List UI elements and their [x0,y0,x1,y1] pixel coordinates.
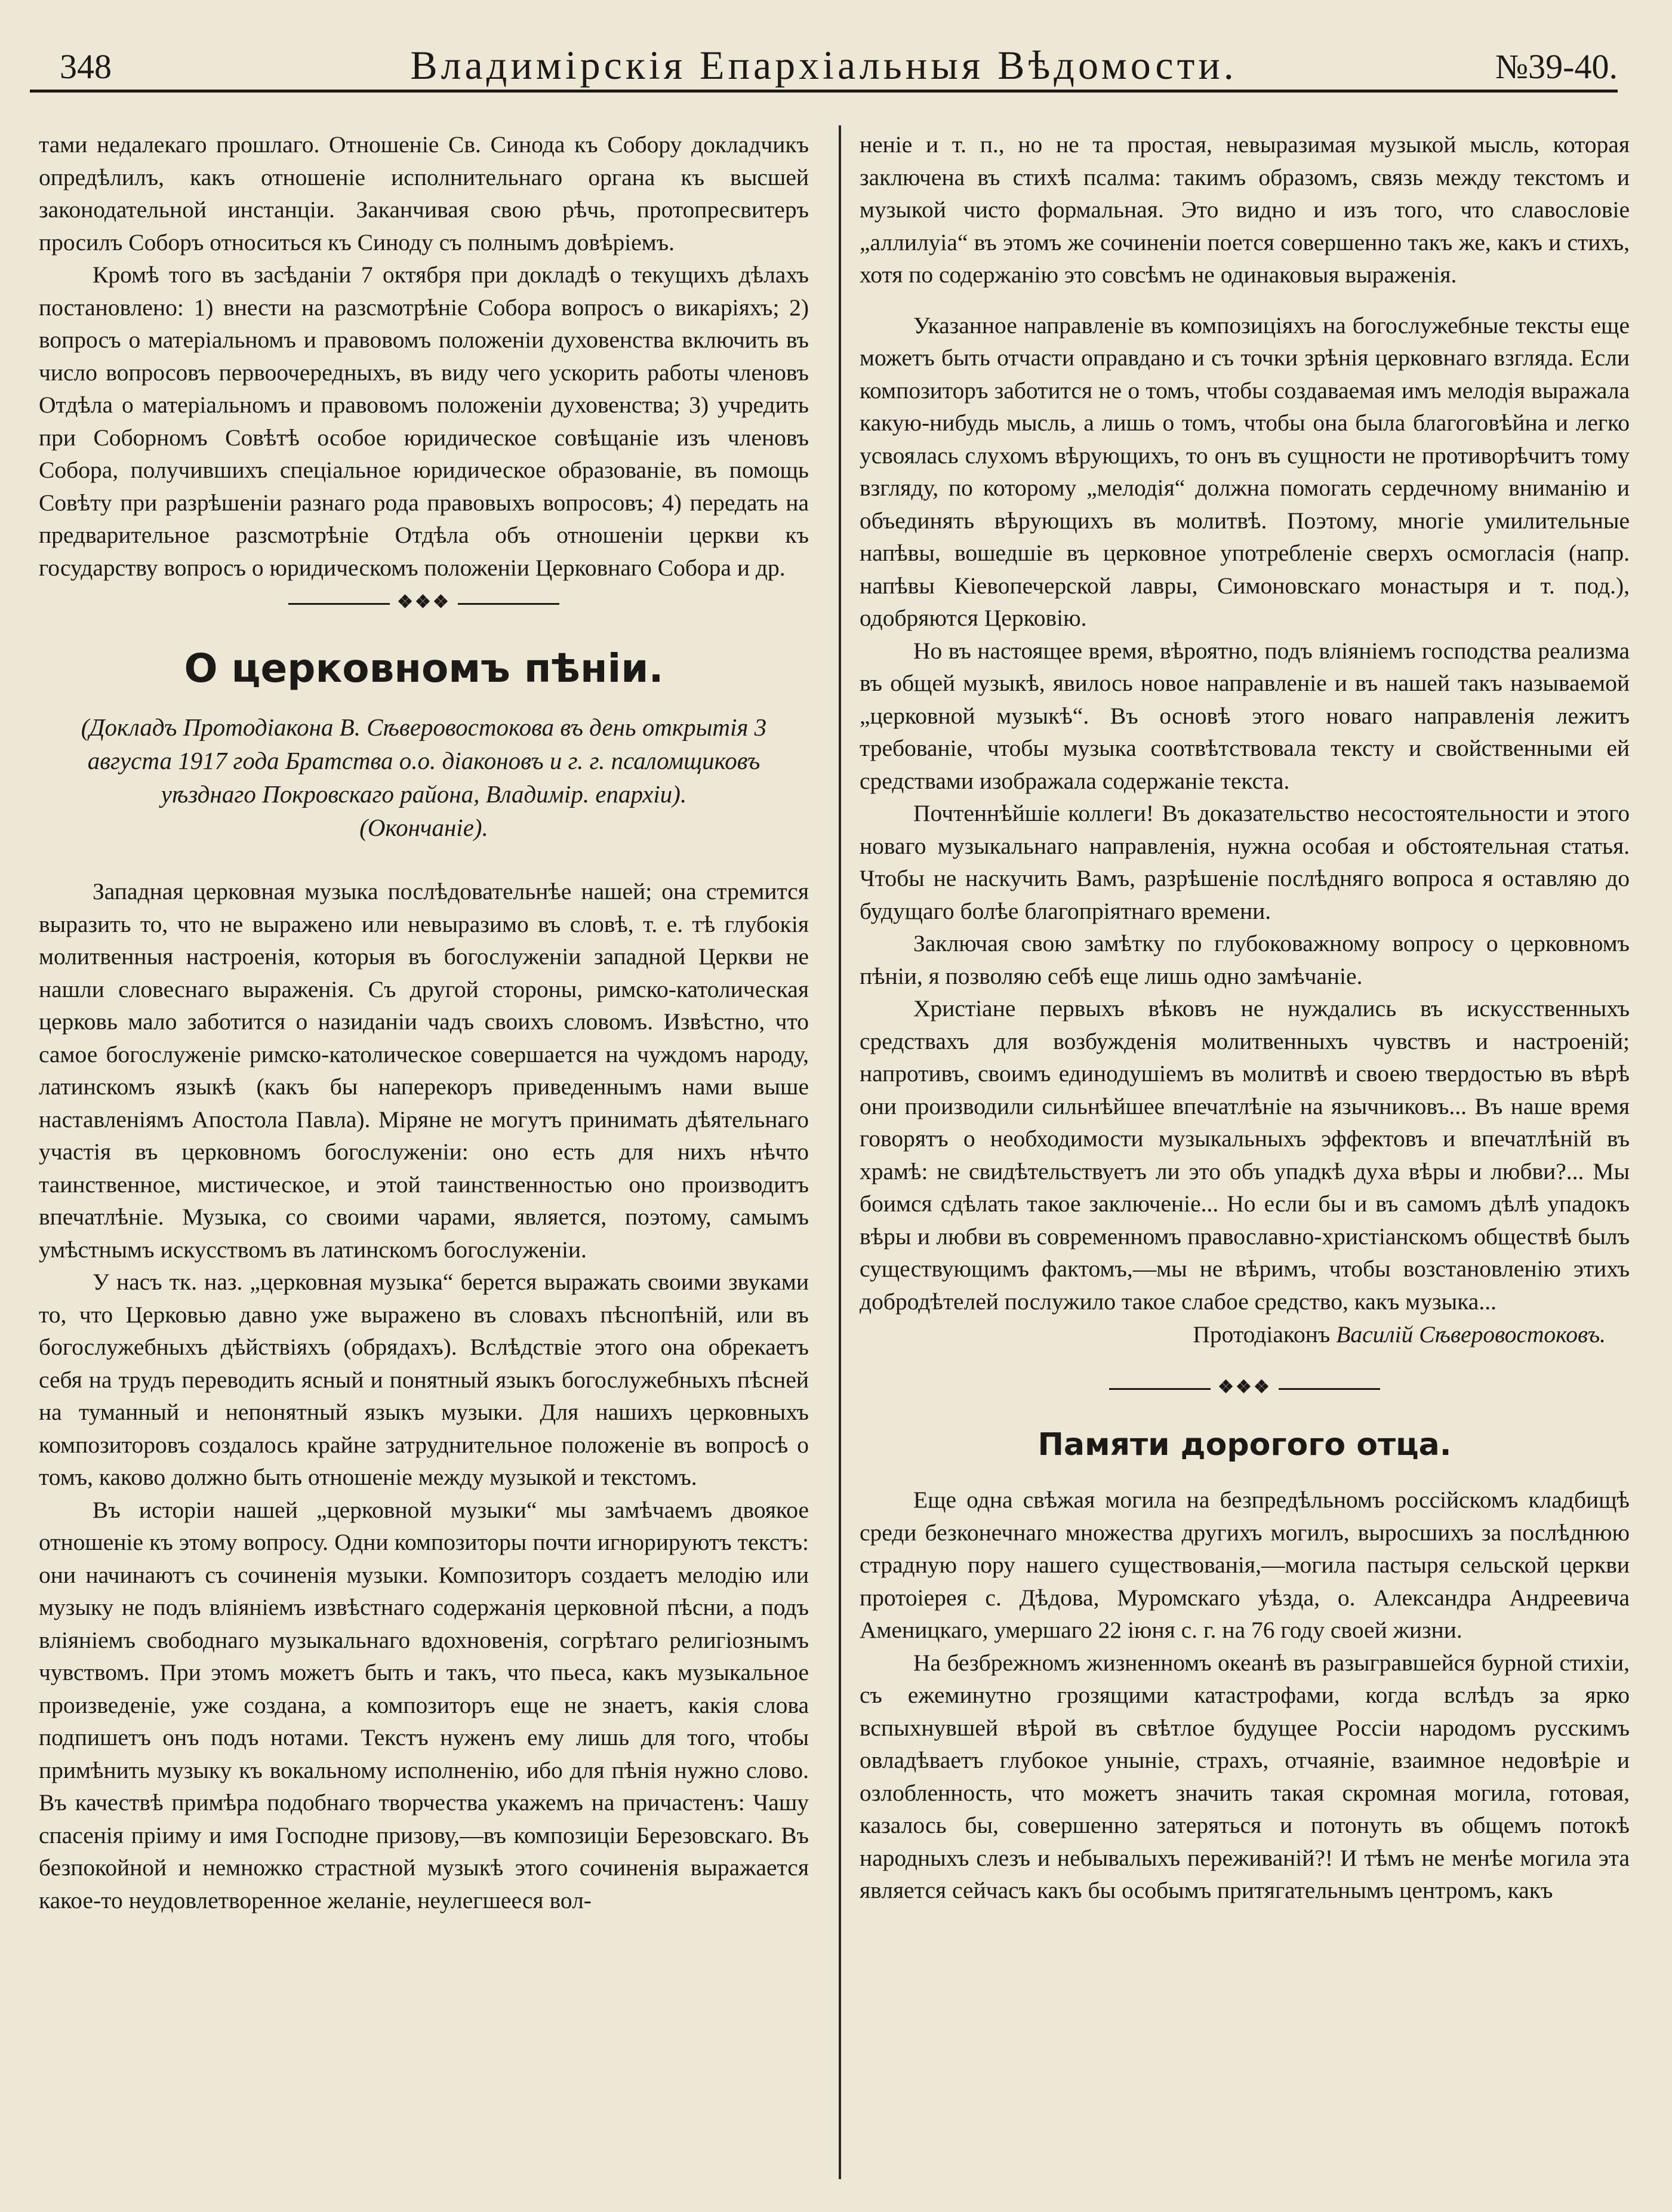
ornament-glyph: ❖❖❖ [1218,1377,1271,1397]
signature [860,1318,1606,1351]
ornament-line [1279,1388,1380,1390]
article-subtitle: (Докладъ Протодіакона В. Сѣверовостокова въ день открытія 3 августа 1917 года Братства о.о. діаконовъ и г. г. псаломщиковъ уѣзднаго Покровскаго района, Владимір. епархіи). [81,713,767,808]
ornament-line [458,603,559,605]
paragraph: Еще одна свѣжая могила на безпредѣльномъ россійскомъ кладбищѣ среди безконечнаго множества другихъ могилъ, выросшихъ за послѣднюю страдную пору нашего существованія,—могила пастыря сельской церкви протоіерея с. Дѣдова, Муромскаго уѣзда, о. Александра Андреевича Аменицкаго, умершаго 22 іюня с. г. на 76 году своей жизни. [860,1487,1630,1643]
right-column [860,128,1630,1907]
spacer [39,844,809,875]
journal-title: Владимірскія Епархіальныя Вѣдомости. [410,42,1237,88]
left-column [39,128,809,1916]
page-number: 348 [60,47,112,86]
page-header [30,42,1618,101]
paragraph: Указанное направленіе въ композиціяхъ на богослужебные тексты еще можетъ быть отчасти оправдано и съ точки зрѣнія церковнаго взгляда. Если композиторъ заботится не о томъ, чтобы создаваемая имъ мелодія выражала какую-нибудь мысль, а лишь о томъ, чтобы она была благоговѣйна и легко усвоялась слухомъ вѣрующихъ, то онъ въ сущности не противорѣчитъ тому взгляду, по которому „мелодія“ должна помогать сердечному вниманію и объединять вѣрующихъ въ молитвѣ. Поэтому, многіе умилительные напѣвы, вошедшіе въ церковное употребленіе сверхъ осмогласія (напр. напѣвы Кіевопечерской лавры, Симоновскаго монастыря и т. под.), одобряются Церковію. [860,312,1630,631]
paragraph: Почтеннѣйшіе коллеги! Въ доказательство несостоятельности и этого новаго музыкальнаго направленія, нужна особая и обстоятельная статья. Чтобы не наскучить Вамъ, разрѣшеніе послѣдняго вопроса я оставляю до будущаго болѣе благопріятнаго времени. [860,800,1630,924]
paragraph: неніе и т. п., но не та простая, невыразимая музыкой мысль, которая заключена въ стихѣ псалма: такимъ образомъ, связь между текстомъ и музыкой чисто формальная. Это видно и изъ того, что славословіе „аллилуіа“ въ этомъ же сочиненіи поется совершенно такъ же, какъ и стихъ, хотя по содержанію это совсѣмъ не одинаковыя выраженія. [860,131,1630,288]
paragraph: У насъ тк. наз. „церковная музыка“ берется выражать своими звуками то, что Церковью давно уже выражено въ словахъ пѣснопѣній, или въ богослужебныхъ дѣйствіяхъ (обрядахъ). Вслѣдствіе этого она обрекаетъ себя на трудъ переводить ясный и понятный языкъ богослужебныхъ пѣсней на туманный и непонятный языкъ музыки. Для нашихъ церковныхъ композиторовъ создалось крайне затруднительное положеніе въ вопросѣ о томъ, каково должно быть отношеніе между музыкой и текстомъ. [39,1269,809,1490]
issue-number: №39-40. [1495,47,1618,86]
ornament-divider [860,1369,1630,1406]
header-rule [30,90,1618,93]
paragraph: Въ исторіи нашей „церковной музыки“ мы замѣчаемъ двоякое отношеніе къ этому вопросу. Одни композиторы почти игнорируютъ текстъ: они начинаютъ съ сочиненія музыки. Композиторъ создаетъ мелодію или музыку не подъ вліяніемъ извѣстнаго содержанія церковной пѣсни, а подъ вліяніемъ свободнаго музыкальнаго вдохновенія, согрѣтаго религіознымъ чувствомъ. При этомъ можетъ быть и такъ, что пьеса, какъ музыкальное произведеніе, уже создана, а композиторъ еще не знаетъ, какія слова подпишетъ онъ подъ нотами. Текстъ нуженъ ему лишь для того, чтобы примѣнить музыку къ вокальному исполненію, ибо для пѣнія нужно слово. Въ качествѣ примѣра подобнаго творчества укажемъ на причастенъ: Чашу спасенія пріиму и имя Господне призову,—въ композиціи Березовскаго. Въ безпокойной и немножко страстной музыкѣ этого сочиненія выражается какое-то неудовлетворенное желаніе, неулегшееся вол- [39,1496,809,1913]
ornament-line [1109,1388,1211,1390]
paragraph: Но въ настоящее время, вѣроятно, подъ вліяніемъ господства реализма въ общей музыкѣ, явилось новое направленіе и въ нашей такъ называемой „церковной музыкѣ“. Въ основѣ этого новаго направленія лежитъ требованіе, чтобы музыка соотвѣтствовала тексту и свойственными ей средствами изображала содержаніе текста. [860,637,1630,794]
column-divider [839,125,841,2179]
article-title: О церковномъ пѣніи. [184,645,664,691]
signature-name: Василій Сѣверовостоковъ. [1336,1321,1606,1347]
paragraph: Христіане первыхъ вѣковъ не нуждались въ искусственныхъ средствахъ для возбужденія молитвенныхъ чувствъ и настроеній; напротивъ, своимъ единодушіемъ въ молитвѣ и своею твердостью въ вѣрѣ они производили сильнѣйшее впечатлѣніе на язычниковъ... Въ наше время говорятъ о необходимости музыкальныхъ эффектовъ и впечатлѣній въ храмѣ: не свидѣтельствуетъ ли это объ упадкѣ духа вѣры и любви?... Мы боимся сдѣлать такое заключеніе... Но если бы и въ самомъ дѣлѣ упадокъ вѣры и любви въ современномъ православно-христіанскомъ обществѣ былъ существующимъ фактомъ,—мы не вѣримъ, чтобы возстановленію этихъ добродѣтелей послужило такое слабое средство, какъ музыка... [860,995,1630,1315]
paragraph: На безбрежномъ жизненномъ океанѣ въ разыгравшейся бурной стихіи, съ ежеминутно грозящими катастрофами, когда вслѣдъ за ярко вспыхнувшей вѣрой въ свѣтлое будущее Россіи народомъ русскимъ овладѣваетъ глубокое уныніе, страхъ, отчаяніе, взаимное недовѣріе и озлобленность, что можетъ значить такая скромная могила, готовая, казалось бы, совершенно затеряться и потонуть въ общемъ потокѣ народныхъ слезъ и небывалыхъ переживаній?! И тѣмъ не менѣе могила эта является сейчасъ какъ бы особымъ притягательнымъ центромъ, какъ [860,1649,1630,1903]
article-continuation: (Окончаніе). [359,814,488,841]
ornament-line [288,603,390,605]
paragraph: тами недалекаго прошлаго. Отношеніе Св. Синода къ Собору докладчикъ опредѣлилъ, какъ отношеніе исполнительнаго органа къ высшей законодательной инстанціи. Заканчивая свою рѣчь, протопресвитеръ просилъ Соборъ относиться къ Синоду съ полнымъ довѣріемъ. [39,131,809,256]
spacer [860,291,1630,309]
article-title: Памяти дорогого отца. [1037,1427,1452,1463]
paragraph: Кромѣ того въ засѣданіи 7 октября при докладѣ о текущихъ дѣлахъ постановлено: 1) внести на разсмотрѣніе Собора вопросъ о викаріяхъ; 2) вопросъ о матеріальномъ и правовомъ положеніи духовенства включить въ число вопросовъ первоочередныхъ, въ виду чего ускорить работы членовъ Отдѣла о матеріальномъ и правовомъ положеніи духовенства; 3) учредить при Соборномъ Совѣтѣ особое юридическое совѣщаніе изъ членовъ Собора, получившихъ спеціальное юридическое образованіе, въ помощь Совѣту при разрѣшеніи разнаго рода правовыхъ вопросовъ; 4) передать на предварительное разсмотрѣніе Отдѣла объ отношеніи церкви къ государству вопросъ о юридическомъ положеніи Церковнаго Собора и др. [39,261,809,581]
ornament-divider [39,584,809,621]
signature-rank: Протодіаконъ [1193,1321,1331,1347]
ornament-glyph: ❖❖❖ [397,592,451,612]
paragraph: Западная церковная музыка послѣдовательнѣе нашей; она стремится выразить то, что не выражено или невыразимо въ словѣ, т. е. тѣ глубокія молитвенныя настроенія, которыя въ богослуженіи западной Церкви не нашли словеснаго выраженія. Съ другой стороны, римско-католическая церковь мало заботится о назиданіи чадъ своихъ словомъ. Извѣстно, что самое богослуженіе римско-католическое совершается на чуждомъ народу, латинскомъ языкѣ (какъ бы наперекоръ приведеннымъ нами выше наставленіямъ Апостола Павла). Міряне не могутъ принимать дѣятельнаго участія въ церковномъ богослуженіи: оно есть для нихъ нѣчто таинственное, мистическое, и этой таинственностью оно производитъ впечатлѣніе. Музыка, со своими чарами, является, поэтому, самымъ умѣстнымъ искусствомъ въ латинскомъ богослуженіи. [39,878,809,1263]
paragraph: Заключая свою замѣтку по глубоковажному вопросу о церковномъ пѣніи, я позволяю себѣ еще лишь одно замѣчаніе. [860,930,1630,989]
